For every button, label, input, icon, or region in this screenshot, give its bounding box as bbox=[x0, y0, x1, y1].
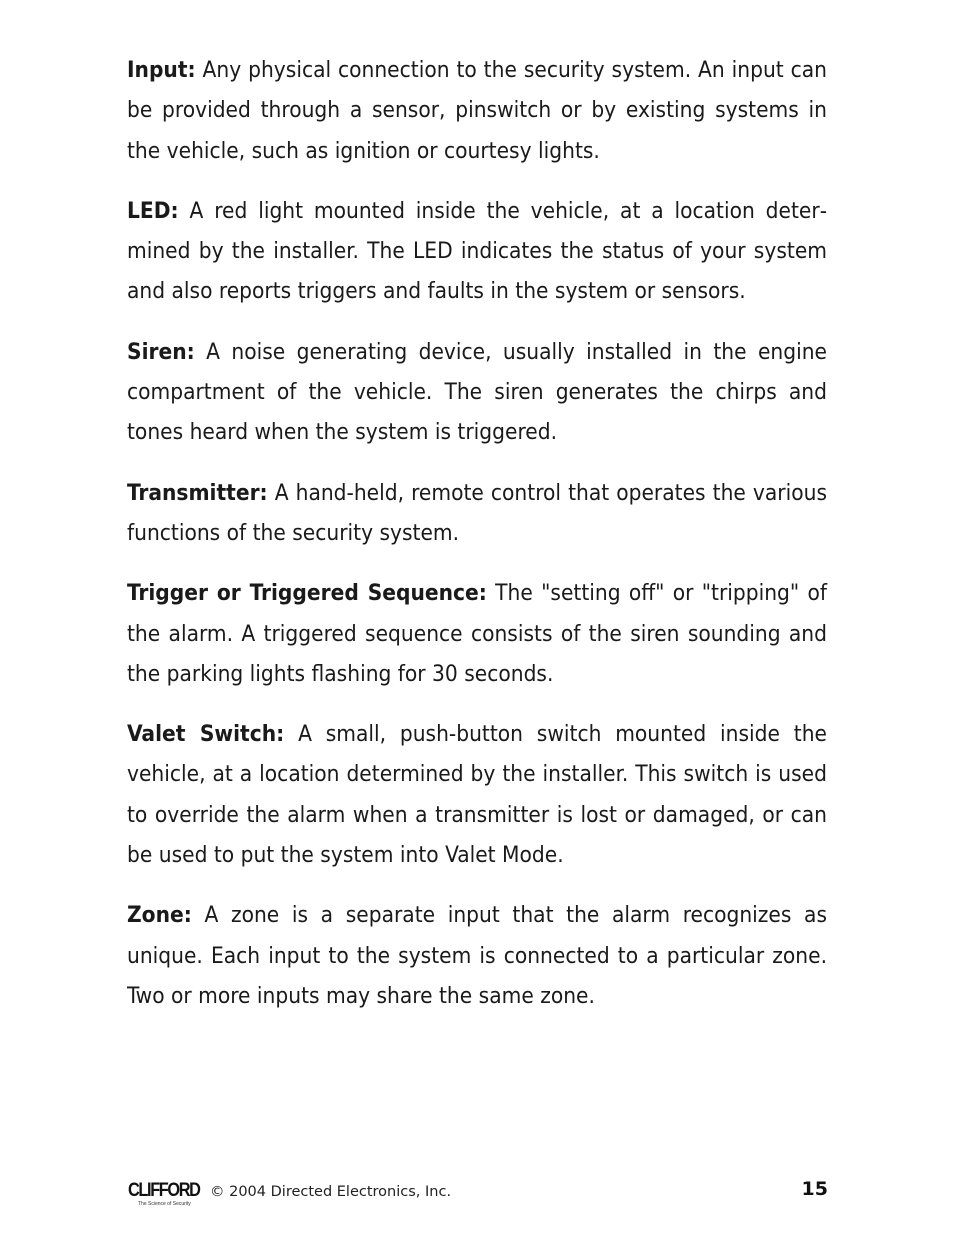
logo-wordmark: CLIFFORD bbox=[128, 1180, 200, 1201]
glossary-entry-valet-switch bbox=[127, 714, 827, 875]
glossary-entry-zone bbox=[127, 895, 827, 1016]
glossary-content bbox=[127, 50, 827, 1036]
glossary-term: Siren: bbox=[127, 338, 195, 365]
glossary-entry-trigger bbox=[127, 573, 827, 694]
glossary-term: Input: bbox=[127, 57, 196, 83]
glossary-term: LED: bbox=[127, 197, 179, 224]
glossary-term: Zone: bbox=[127, 902, 192, 929]
glossary-definition: A zone is a separate input that the alarm recognizes as unique. Each input to the system is connected to a particular zone. Two or more inputs may share the same zone. bbox=[127, 902, 827, 1009]
glossary-definition: A small, push-button switch mounted inside the vehicle, at a location determined by the installer. This switch is used to override the alarm when a transmitter is lost or damaged, or can be used to put the system into Valet Mode. bbox=[127, 721, 827, 869]
glossary-definition: Any physical connection to the security system. An input can be provided through a sensor, pinswitch or by existing systems in the vehicle, such as ignition or courtesy lights. bbox=[127, 57, 827, 164]
page-footer bbox=[128, 1178, 828, 1218]
glossary-definition: A noise generating device, usually installed in the engine compartment of the vehicle. The siren generates the chirps and tones heard when the system is triggered. bbox=[127, 338, 827, 446]
glossary-definition: A red light mounted inside the vehicle, at a location determined by the installer. The LED indicates the status of your system and also reports triggers and faults in the system or sensors. bbox=[127, 197, 827, 305]
logo-tagline: The Science of Security bbox=[138, 1201, 191, 1207]
glossary-term: Transmitter: bbox=[127, 479, 268, 506]
glossary-entry-transmitter bbox=[127, 473, 827, 554]
copyright-notice: © 2004 Directed Electronics, Inc. bbox=[210, 1184, 452, 1200]
glossary-definition: The "setting off" or "tripping" of the alarm. A triggered sequence consists of the siren sounding and the parking lights flashing for 30 seconds. bbox=[127, 580, 827, 687]
page-number: 15 bbox=[801, 1178, 828, 1200]
glossary-definition: A hand-held, remote control that operates the various functions of the security system. bbox=[127, 479, 827, 546]
glossary-entry-led bbox=[127, 191, 827, 312]
glossary-term: Valet Switch: bbox=[127, 721, 285, 748]
glossary-entry-siren bbox=[127, 332, 827, 453]
glossary-term: Trigger or Triggered Sequence: bbox=[127, 580, 487, 607]
clifford-logo bbox=[128, 1181, 202, 1211]
glossary-entry-input bbox=[127, 50, 827, 171]
